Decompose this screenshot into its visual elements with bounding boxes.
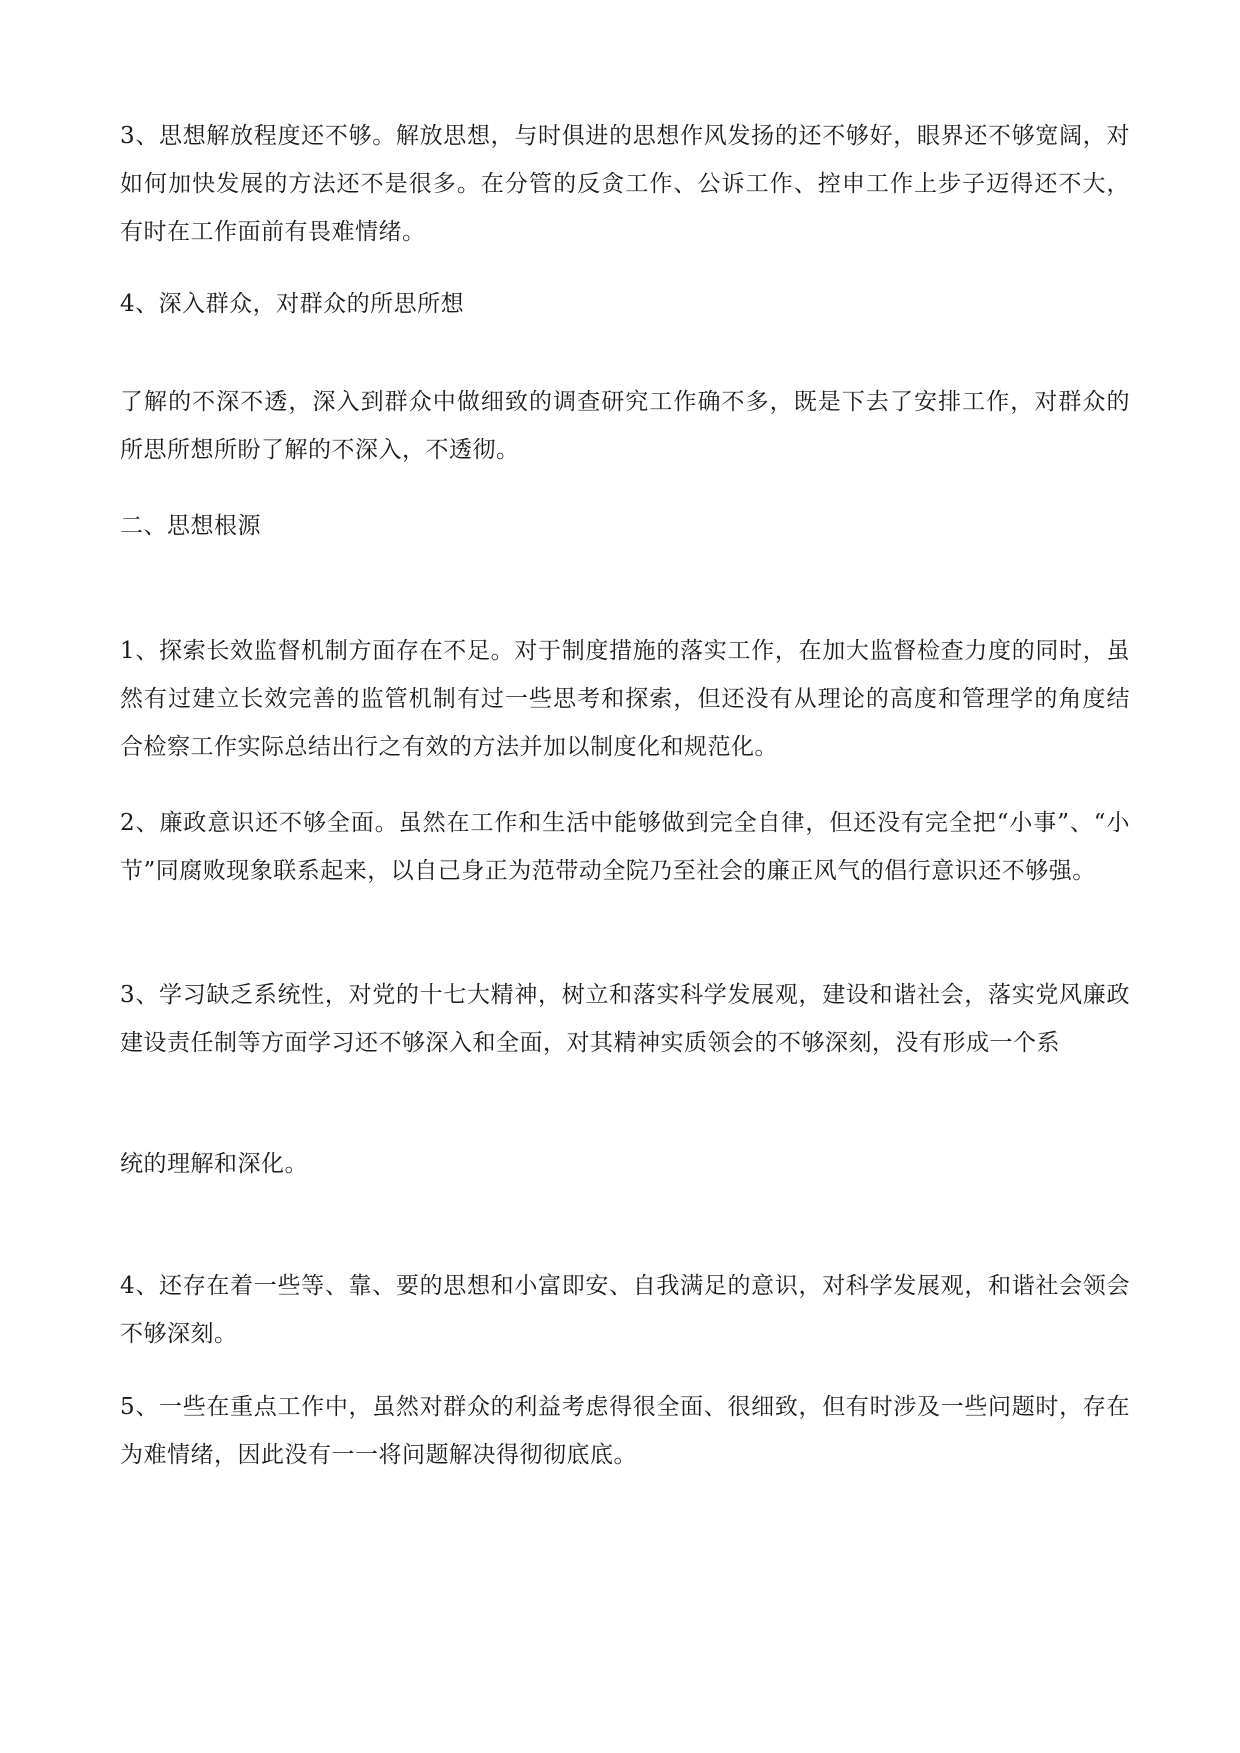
paragraph-root-5: 5、一些在重点工作中，虽然对群众的利益考虑得很全面、很细致，但有时涉及一些问题时，存在为难情绪，因此没有一一将问题解决得彻彻底底。 <box>120 1394 1130 1468</box>
paragraph-problem-4-body: 了解的不深不透，深入到群众中做细致的调查研究工作确不多，既是下去了安排工作，对群众的所思所想所盼了解的不深入，不透彻。 <box>120 389 1130 463</box>
paragraph-root-3: 3、学习缺乏系统性，对党的十七大精神，树立和落实科学发展观，建设和谐社会，落实党风廉政建设责任制等方面学习还不够深入和全面，对其精神实质领会的不够深刻，没有形成一个系 <box>120 982 1130 1056</box>
section-heading-ideological-roots: 二、思想根源 <box>120 513 261 539</box>
paragraph-root-4: 4、还存在着一些等、靠、要的思想和小富即安、自我满足的意识，对科学发展观，和谐社会领会不够深刻。 <box>120 1273 1130 1347</box>
paragraph-root-3-continued: 统的理解和深化。 <box>120 1151 308 1177</box>
paragraph-problem-3: 3、思想解放程度还不够。解放思想，与时俱进的思想作风发扬的还不够好，眼界还不够宽阔，对如何加快发展的方法还不是很多。在分管的反贪工作、公诉工作、控申工作上步子迈得还不大，有时在工作面前有畏难情绪。 <box>120 123 1130 245</box>
paragraph-problem-4-heading: 4、深入群众，对群众的所思所想 <box>120 291 465 317</box>
paragraph-root-2: 2、廉政意识还不够全面。虽然在工作和生活中能够做到完全自律，但还没有完全把“小事”、“小节”同腐败现象联系起来，以自己身正为范带动全院乃至社会的廉正风气的倡行意识还不够强。 <box>120 810 1130 884</box>
paragraph-root-1: 1、探索长效监督机制方面存在不足。对于制度措施的落实工作，在加大监督检查力度的同时，虽然有过建立长效完善的监管机制有过一些思考和探索，但还没有从理论的高度和管理学的角度结合检察工作实际总结出行之有效的方法并加以制度化和规范化。 <box>120 638 1130 760</box>
